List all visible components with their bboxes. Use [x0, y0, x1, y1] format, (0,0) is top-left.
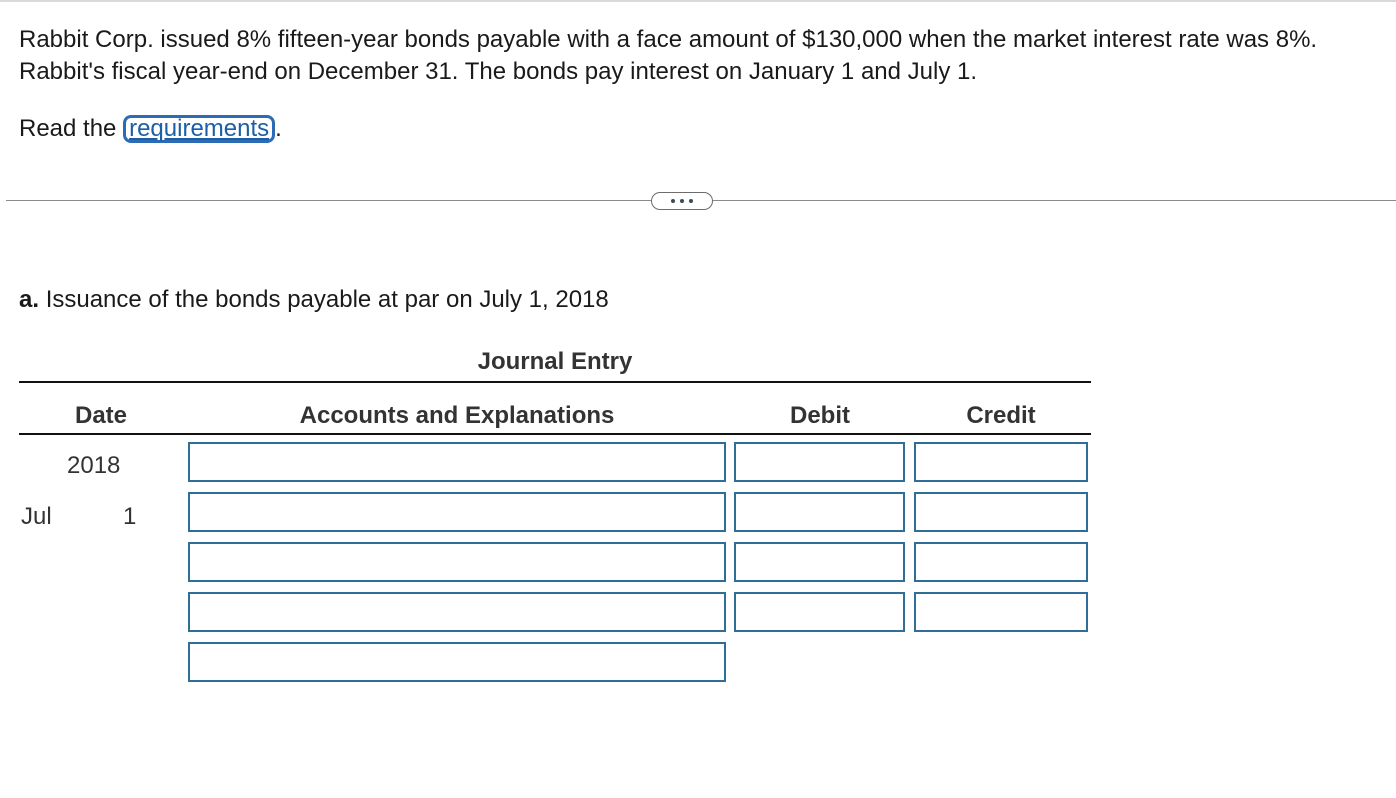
debit-input-row-2[interactable] [734, 492, 905, 532]
credit-input-row-4[interactable] [914, 592, 1088, 632]
debit-column-header: Debit [790, 402, 850, 429]
debit-input-row-4[interactable] [734, 592, 905, 632]
read-prefix: Read the [19, 115, 117, 142]
part-text: Issuance of the bonds payable at par on July 1, 2018 [45, 286, 609, 313]
credit-column-header: Credit [966, 402, 1036, 429]
header-bottom-rule [19, 433, 1091, 435]
explanation-input-row-5[interactable] [188, 642, 726, 682]
debit-input-row-3[interactable] [734, 542, 905, 582]
account-input-row-1[interactable] [188, 442, 726, 482]
top-border [0, 0, 1396, 2]
day-cell: 1 [123, 503, 137, 530]
credit-input-row-2[interactable] [914, 492, 1088, 532]
problem-statement: Rabbit Corp. issued 8% fifteen-year bonds payable with a face amount of $130,000 when the market interest rate was 8%. Rabbit's fiscal year-end on December 31. The bonds pay interest on January 1 and July 1. [19, 26, 1318, 85]
table-top-rule [19, 381, 1091, 383]
debit-input-row-1[interactable] [734, 442, 905, 482]
accounts-column-header: Accounts and Explanations [299, 402, 615, 429]
date-column-header: Date [74, 402, 128, 429]
part-letter: a. [19, 286, 40, 313]
requirements-link[interactable]: requirements [123, 115, 275, 143]
credit-input-row-3[interactable] [914, 542, 1088, 582]
account-input-row-4[interactable] [188, 592, 726, 632]
part-a-heading [19, 285, 609, 315]
account-input-row-2[interactable] [188, 492, 726, 532]
more-dots-icon [680, 199, 684, 203]
month-cell: Jul [21, 503, 52, 530]
read-suffix: . [275, 115, 282, 142]
more-dots-icon [671, 199, 675, 203]
expand-more-button[interactable] [651, 192, 713, 210]
read-requirements-line [19, 114, 282, 144]
more-dots-icon [689, 199, 693, 203]
account-input-row-3[interactable] [188, 542, 726, 582]
credit-input-row-1[interactable] [914, 442, 1088, 482]
year-cell: 2018 [67, 452, 121, 479]
journal-entry-title: Journal Entry [477, 348, 633, 375]
